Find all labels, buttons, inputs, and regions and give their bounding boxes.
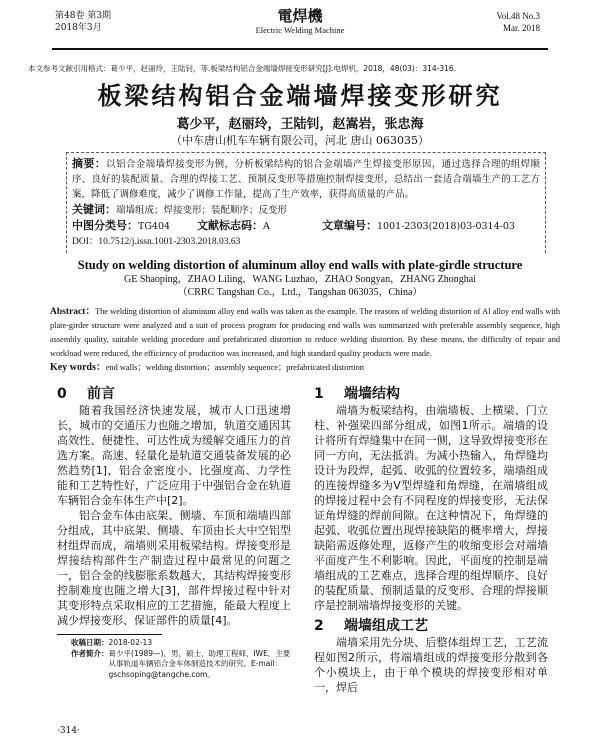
section-number: 1 <box>314 386 324 402</box>
header-journal <box>200 7 400 35</box>
keywords-cn <box>72 202 540 218</box>
footnote <box>57 638 291 680</box>
abstract-cn <box>72 156 540 202</box>
paragraph: 铝合金车体由底架、侧墙、车顶和端墙四部分组成，其中底架、侧墙、车顶由长大中空铝型材组焊而成，端墙则采用板梁结构。焊接变形是焊接结构部件生产制造过程中最常见的问题之一，铝合金的线膨胀系数越大，其结构焊接变形控制难度也随之增大[3]，部件焊接过程中针对其变形特点采取相应的工艺措施，能最大程度上减少焊接变形、保证部件的质量[4]。 <box>57 509 291 627</box>
bio-text: 葛少平(1989—)，男，硕士，助理工程师，IWE，主要从事轨道车辆铝合金车体制造技术的研究。E-mail：gschsoping@tangche.com。 <box>108 648 291 679</box>
classification-line <box>72 218 540 235</box>
abstract-en <box>50 305 560 361</box>
volume-cn: 第48卷 第3期 <box>55 11 112 21</box>
article-id-label: 文章编号： <box>322 219 377 232</box>
abstract-en-text: The welding distortion of aluminum alloy end walls was taken as the example. The reasons of welding distortion of Al alloy end walls with plate-girder structure were analyzed and a suit of process program for producing end walls was summarized with preferable assembly sequence, high assembly quality, suitable welding procedure and prefabricated distortion to reduce welding distortion. By these means, the difficulty of repair and workload were reduced, the efficiency of production was increased, and high standard quality products were made. <box>50 307 560 358</box>
section-title: 端墙组成工艺 <box>344 618 428 634</box>
affiliation: （中车唐山机车车辆有限公司，河北 唐山 063035） <box>171 134 429 147</box>
section-heading-1 <box>314 385 548 403</box>
keywords-label: 关键词： <box>72 203 116 216</box>
header-rule <box>52 48 548 50</box>
keywords-en-text: end walls；welding distortion；assembly sequence；prefabricated distortion <box>105 363 364 372</box>
section-number: 0 <box>57 386 67 402</box>
authors: 葛少平，赵丽玲，王陆钊，赵嵩岩，张忠海 <box>176 117 424 132</box>
header-volume <box>55 10 111 34</box>
authors-en: GE Shaoping，ZHAO Liling，WANG Luzhao，ZHAO Songyan，ZHANG Zhonghai <box>124 274 476 285</box>
doc-code-label: 文献标志码： <box>197 219 263 232</box>
paper-title: 板梁结构铝合金端墙焊接变形研究 <box>97 82 503 110</box>
bio-label: 作者简介： <box>71 648 109 658</box>
keywords-en <box>50 361 560 375</box>
journal-logo: 電焊機 <box>277 7 323 25</box>
abstract-box <box>66 152 546 253</box>
keywords-en-label: Key words： <box>50 362 106 373</box>
title-en: Study on welding distortion of aluminum alloy end walls with plate-girdle structure <box>77 258 523 272</box>
section-number: 2 <box>314 618 324 634</box>
section-title: 前言 <box>87 386 115 402</box>
article-id-value: 1001-2303(2018)03-0314-03 <box>377 221 515 232</box>
citation-format: 本文参考文献引用格式：葛少平，赵丽玲，王陆钊，等.板梁结构铝合金端墙焊接变形研究[J].电焊机，2018，48(03)：314-316. <box>28 64 457 73</box>
doi: DOI：10.7512/j.issn.1001-2303.2018.03.63 <box>72 237 241 247</box>
body-columns <box>57 385 600 695</box>
page-number: ·314· <box>57 726 80 736</box>
affiliation-en: （CRRC Tangshan Co.，Ltd.，Tangshan 063035，China） <box>177 287 423 298</box>
date-en: Mar. 2018 <box>503 23 540 33</box>
date-cn: 2018年3月 <box>55 23 102 33</box>
paragraph: 端墙采用先分块、后整体组焊工艺，工艺流程如图2所示，将端墙组成的焊接变形分散到各个小模块上，由于单个模块的焊接变形相对单一，焊后 <box>314 636 548 694</box>
clc-label: 中图分类号： <box>72 219 138 232</box>
keywords-text: 端墙组成；焊接变形；装配顺序；反变形 <box>116 205 288 216</box>
doc-code-value: A <box>263 221 270 232</box>
article-body <box>0 64 600 695</box>
section-heading-2 <box>314 617 548 635</box>
section-heading-0 <box>57 385 291 403</box>
left-column <box>57 385 291 695</box>
abstract-en-label: Abstract： <box>50 307 96 317</box>
abstract-label: 摘要： <box>72 157 107 170</box>
journal-name-en: Electric Welding Machine <box>255 25 345 35</box>
volume-en: Vol.48 No.3 <box>496 11 540 21</box>
paragraph: 端墙为板梁结构，由端墙板、上横梁、门立柱、补强梁四部分组成，如图1所示。端墙的设计将所有焊缝集中在同一侧，这导致焊接变形在同一方向，无法抵消。为减小热输入，角焊缝均设计为段焊，起弧、收弧的位置较多，端墙组成的连接焊缝多为V型焊缝和角焊缝，在端墙组成的焊接过程中会有不同程度的焊接变形，无法保证角焊缝的焊前间隙。在这种情况下，角焊缝的起弧、收弧位置出现焊接缺陷的概率增大，焊接缺陷需返修处理，返修产生的收缩变形会对端墙平面度产生不利影响。因此，平面度的控制是端墙组成的工艺难点，选择合理的组焊顺序、良好的装配质量、预制适量的反变形、合理的焊接顺序是控制端墙焊接变形的关键。 <box>314 404 548 612</box>
clc-value: TG404 <box>138 221 171 232</box>
received-label: 收稿日期： <box>71 638 109 647</box>
footnote-rule <box>57 634 162 635</box>
header-issue <box>496 10 540 34</box>
received-date: 2018-02-13 <box>108 638 153 647</box>
abstract-text: 以铝合金端墙焊接变形为例，分析板梁结构的铝合金端墙产生焊接变形原因，通过选择合理的组焊顺序、良好的装配质量、合理的焊接工艺、预制反变形等措施控制焊接变形，总结出一套适合端墙生产的工艺方案，降低了调修难度，减少了调修工作量，提高了生产效率，获得高质量的产品。 <box>72 159 540 200</box>
right-column <box>314 385 548 695</box>
paragraph: 随着我国经济快速发展，城市人口迅速增长，城市的交通压力也随之增加，轨道交通因其高效性、便捷性、可达性成为缓解交通压力的首选方案。高速、轻量化是轨道交通装备发展的必然趋势[1]，铝合金密度小、比强度高、力学性能和工艺特性好，广泛应用于中强铝合金在轨道车辆铝合金车体生产中[2]。 <box>57 404 291 507</box>
section-title: 端墙结构 <box>344 386 400 402</box>
